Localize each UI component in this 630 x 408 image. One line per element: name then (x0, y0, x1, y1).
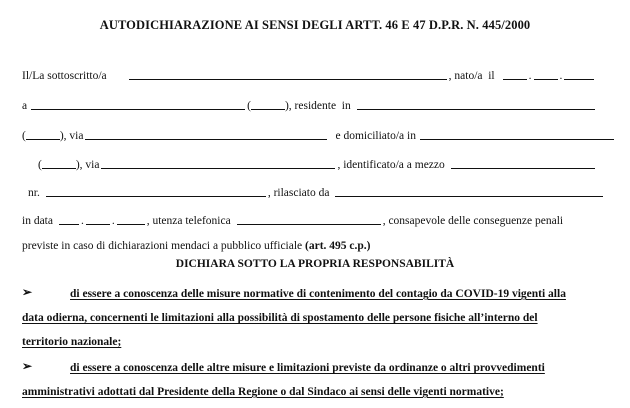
paren-open: ( (38, 159, 42, 171)
issued-by-field[interactable] (335, 185, 603, 197)
bullet-text: territorio nazionale; (22, 336, 122, 348)
domicile-province-field[interactable] (42, 157, 76, 169)
birth-year-field[interactable] (564, 68, 594, 80)
issue-day-field[interactable] (59, 213, 79, 225)
street-label: ), via (59, 130, 84, 142)
arrow-bullet-icon: ➢ (22, 359, 33, 373)
row-address (22, 126, 618, 142)
residence-street-field[interactable] (85, 128, 327, 140)
penalty-text: previste in caso di dichiarazioni mendaci a pubblico ufficiale (22, 240, 306, 252)
law-reference: (art. 495 c.p.) (305, 240, 371, 252)
issued-by-label: , rilasciato da (267, 187, 330, 199)
arrow-bullet-icon: ➢ (22, 285, 33, 299)
row-birthplace (22, 96, 618, 112)
bullet-text: di essere a conoscenza delle misure normative di contenimento del contagio da COVID-19 vigenti alla (70, 288, 566, 300)
date-separator: . (559, 70, 563, 82)
number-label: nr. (28, 187, 40, 199)
street-label: ), via (75, 159, 100, 171)
row-document (22, 183, 618, 199)
phone-label: , utenza telefonica (146, 215, 231, 227)
row-domicile-address (22, 155, 618, 171)
bullet-item-continuation (22, 306, 618, 324)
form-title: AUTODICHIARAZIONE AI SENSI DEGLI ARTT. 46 E 47 D.P.R. N. 445/2000 (99, 18, 531, 32)
row-name (22, 66, 618, 82)
birth-day-field[interactable] (503, 68, 527, 80)
document-number-field[interactable] (46, 185, 266, 197)
birth-province-field[interactable] (251, 98, 285, 110)
domicile-street-field[interactable] (101, 157, 335, 169)
residence-province-field[interactable] (26, 128, 60, 140)
bullet-item-continuation (22, 380, 618, 398)
birth-label: , nato/a il (448, 70, 495, 82)
issue-year-field[interactable] (117, 213, 145, 225)
row-penalty (22, 236, 618, 252)
bullet-text: data odierna, concernenti le limitazioni alla possibilità di spostamento delle persone fisiche all’interno del (22, 312, 538, 324)
aware-text: , consapevole delle conseguenze penali (382, 215, 564, 227)
date-label: in data (22, 215, 53, 227)
bullet-item (22, 282, 618, 300)
domicile-label: e domiciliato/a in (335, 130, 416, 142)
paren-open: ( (22, 130, 26, 142)
bullet-item-continuation (22, 330, 618, 348)
declaration-heading: DICHIARA SOTTO LA PROPRIA RESPONSABILITÀ (175, 258, 455, 270)
row-date-phone (22, 211, 618, 227)
paren-open: ( (247, 100, 251, 112)
domicile-field[interactable] (420, 128, 614, 140)
date-separator: . (80, 215, 84, 227)
residence-label: , residente in (288, 100, 351, 112)
birth-month-field[interactable] (534, 68, 558, 80)
id-label: , identificato/a a mezzo (337, 159, 445, 171)
id-document-field[interactable] (451, 157, 595, 169)
name-field[interactable] (129, 68, 447, 80)
birthplace-field[interactable] (31, 98, 245, 110)
residence-field[interactable] (357, 98, 595, 110)
name-label: Il/La sottoscritto/a (22, 70, 107, 82)
date-separator: . (111, 215, 115, 227)
date-separator: . (528, 70, 532, 82)
bullet-item (22, 356, 618, 374)
bullet-text: di essere a conoscenza delle altre misure e limitazioni previste da ordinanze o altri provvedimenti (70, 362, 545, 374)
issue-month-field[interactable] (86, 213, 110, 225)
bullet-text: amministrativi adottati dal Presidente della Regione o dal Sindaco ai sensi delle vigenti normative; (22, 386, 504, 398)
phone-field[interactable] (237, 213, 381, 225)
paren-close: ) (284, 100, 289, 112)
birthplace-label: a (22, 100, 28, 112)
